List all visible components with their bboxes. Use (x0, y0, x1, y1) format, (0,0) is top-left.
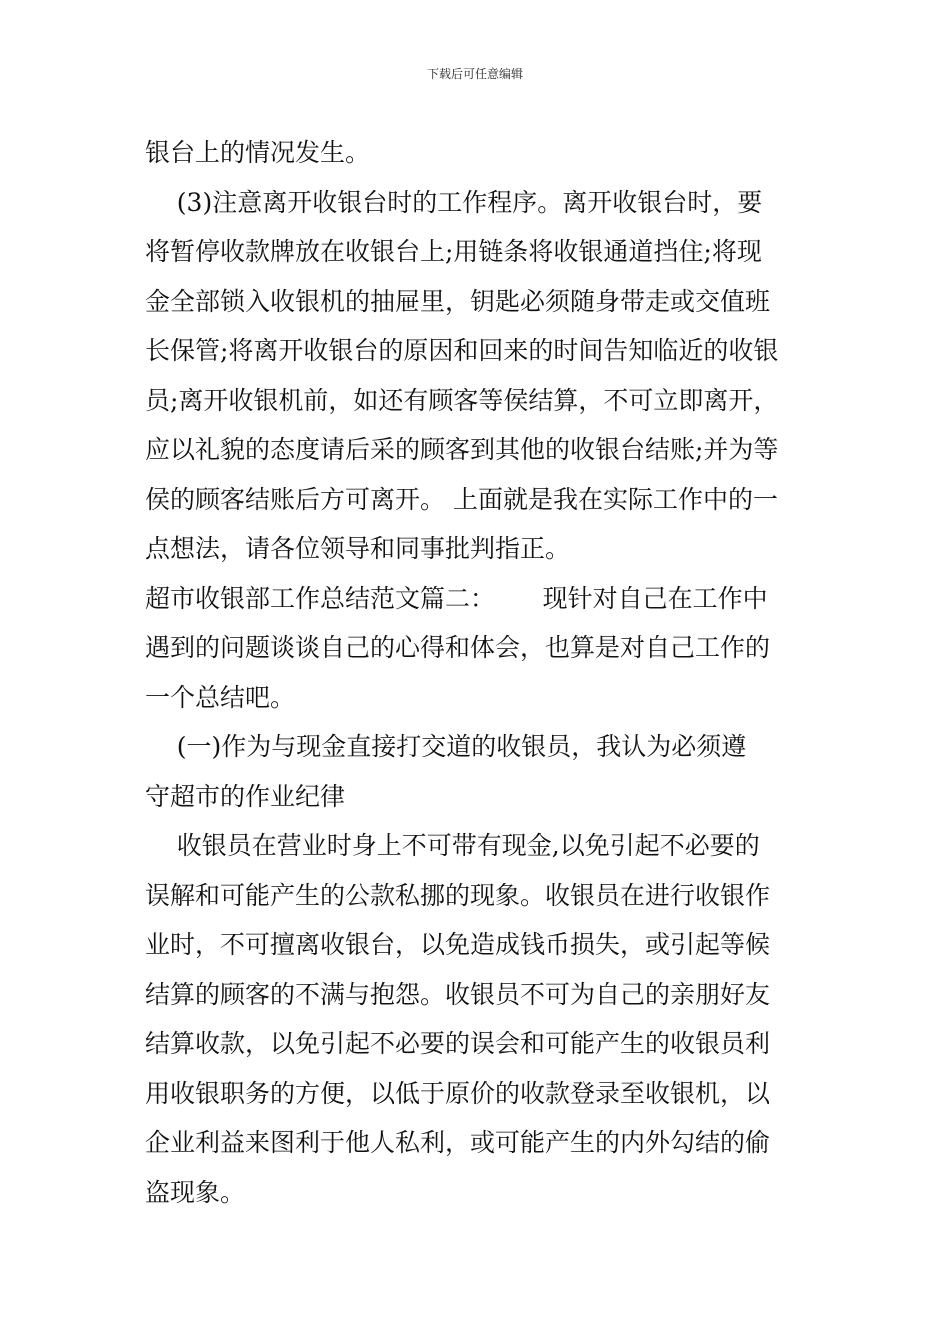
text-line: 盗现象。 (145, 1177, 246, 1207)
document-body (145, 128, 807, 1217)
text-line: 点想法，请各位领导和同事批判指正。 (145, 534, 571, 563)
text-line: 将暂停收款牌放在收银台上;用链条将收银通道挡住;将现 (145, 237, 762, 266)
text-line: 侯的顾客结账后方可离开。 上面就是我在实际工作中的一 (145, 484, 778, 514)
text-line: 遇到的问题谈谈自己的心得和体会，也算是对自己工作的 (145, 633, 771, 662)
text-line: 结算的顾客的不满与抱怨。收银员不可为自己的亲朋好友 (145, 979, 771, 1009)
text-line: 守超市的作业纪律 (145, 781, 346, 811)
text-line: 用收银职务的方便，以低于原价的收款登录至收银机，以 (145, 1078, 771, 1108)
text-line: 银台上的情况发生。 (145, 138, 371, 167)
text-line: 长保管;将离开收银台的原因和回来的时间告知临近的收银 (145, 336, 779, 365)
text-line: 企业利益来图利于他人私利，或可能产生的内外勾结的偷 (145, 1128, 771, 1157)
text-line: (3)注意离开收银台时的工作程序。离开收银台时，要 (145, 187, 763, 217)
text-line: 收银员在营业时身上不可带有现金,以免引起不必要的 (145, 831, 760, 860)
text-line: 误解和可能产生的公款私挪的现象。收银员在进行收银作 (145, 880, 771, 910)
text-line: 一个总结吧。 (145, 682, 296, 712)
text-line: (一)作为与现金直接打交道的收银员，我认为必须遵 (145, 732, 747, 761)
text-line: 金全部锁入收银机的抽屉里，钥匙必须随身带走或交值班 (145, 286, 771, 316)
section-heading-line: 超市收银部工作总结范文篇二： 现针对自己在工作中 (145, 583, 768, 613)
text-line: 应以礼貌的态度请后采的顾客到其他的收银台结账;并为等 (145, 435, 779, 464)
text-line: 业时，不可擅离收银台，以免造成钱币损失，或引起等候 (145, 930, 771, 959)
text-line: 员;离开收银机前，如还有顾客等侯结算，不可立即离开， (145, 385, 779, 415)
text-line: 结算收款，以免引起不必要的误会和可能产生的收银员利 (145, 1029, 771, 1058)
page-header: 下载后可任意编辑 (426, 67, 523, 81)
